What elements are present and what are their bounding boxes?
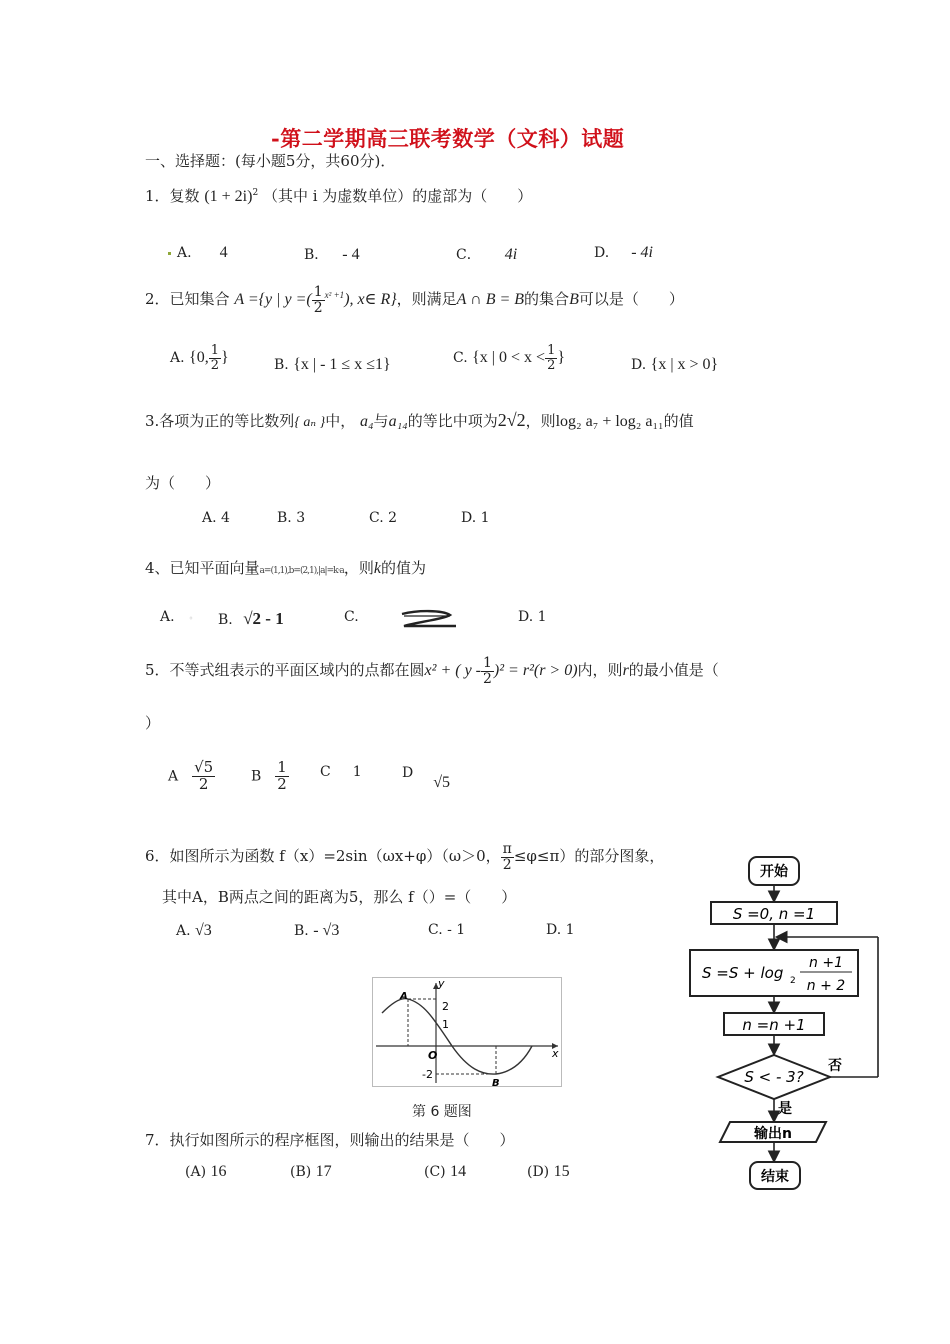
page-title: -第二学期高三联考数学（文科）试题 [271,126,625,151]
svg-text:O: O [428,1049,438,1062]
svg-text:结束: 结束 [761,1169,789,1185]
q6-option-a: A. √3 [176,922,212,939]
svg-text:S < - 3?: S < - 3? [744,1068,804,1086]
q6-option-b: B. - √3 [294,922,340,939]
question-7: 7．执行如图所示的程序框图，则输出的结果是（ ） [145,1131,515,1149]
svg-text:2: 2 [790,976,796,986]
q6-option-d: D. 1 [546,922,575,938]
question-2: 2．已知集合 A ={y | y =( $\frac{1}{2}$ $^{x^2 +1}$), x∈ R}，则满足A ∩ B = B的集合B可以是（ ） [145,284,684,316]
q4-option-b: B. √2 - 1 [218,609,284,628]
svg-text:A: A [400,991,408,1002]
q4-option-a: A. ◦ [160,609,194,625]
q2-option-a: A. {0, $\frac{1}{2}$ } [170,343,229,373]
q2-set-a: A ={y | y =( [234,291,312,309]
q3-option-d: D. 1 [461,510,490,526]
q3-option-b: B. 3 [277,510,306,526]
svg-text:y: y [438,977,445,990]
q4-option-c-scribble [398,608,460,630]
question-4: 4、已知平面向量a=(1,1),b=(2,1),|a|=k·a，则k的值为 [145,559,426,577]
q1-suffix: （其中 i 为虚数单位）的虚部为（ ） [262,187,533,205]
svg-text:n =n +1: n =n +1 [742,1016,806,1034]
svg-text:S =0, n =1: S =0, n =1 [732,905,816,923]
q2-option-b: B. {x | - 1 ≤ x ≤1} [274,356,391,373]
q1-option-b: B． - 4 [304,246,360,263]
q4-option-d: D. 1 [518,609,547,625]
question-1 [145,185,532,206]
svg-text:S =S + log: S =S + log [702,964,784,982]
question-6: 6．如图所示为函数 f（x）=2sin（ωx+φ）（ω＞0， $\frac{\pi}{2}$ ≤φ≤π）的部分图象， [145,841,665,873]
q1-option-c: C． 4i [456,246,518,263]
q1-option-a: A. 4 [168,244,228,262]
q1-prefix: 1．复数 [145,187,200,205]
svg-text:是: 是 [778,1101,792,1117]
svg-text:n + 2: n + 2 [806,978,846,994]
svg-text:-2: -2 [422,1068,433,1081]
q7-option-d: (D) 15 [527,1163,570,1180]
q5-option-a: A $\frac{√5}{2}$ [168,758,214,793]
q7-option-b: (B) 17 [290,1163,332,1180]
section-heading: 一、选择题：(每小题5分，共60分)． [145,152,396,170]
q5-line-2: ） [145,714,161,732]
q7-option-a: (A) 16 [185,1163,227,1180]
svg-text:n +1: n +1 [809,955,843,971]
q4-option-c: C. [344,609,359,625]
q1-option-d: D. - 4i [594,244,653,261]
q2-option-c: C. {x | 0 < x < $\frac{1}{2}$ } [453,343,566,373]
q7-option-c: (C) 14 [424,1163,467,1180]
svg-text:否: 否 [828,1058,842,1074]
q3-option-c: C. 2 [369,510,398,526]
q4-garbled-vector: a=(1,1),b=(2,1),|a|=k·a [259,566,344,576]
flowchart [686,850,886,1200]
svg-text:开始: 开始 [760,864,788,880]
svg-text:x: x [552,1047,559,1060]
q6-figure-caption: 第 6 题图 [412,1104,472,1120]
svg-text:2: 2 [442,1000,449,1013]
svg-text:B: B [492,1078,500,1087]
q6-option-c: C. - 1 [428,922,466,938]
q2-option-d: D. {x | x > 0} [631,356,719,373]
q6-sine-graph [372,977,562,1087]
green-dot-icon [168,252,171,255]
question-3: 3.各项为正的等比数列{ aₙ }中， a₄与a₁₄的等比中项为2√2，则log₂ a₇ + log₂ a₁₁的值 [145,410,694,430]
svg-text:输出n: 输出n [754,1126,792,1142]
q3-option-a: A. 4 [202,510,230,526]
q6-line-2: 其中A，B两点之间的距离为5，那么 f（）=（ ） [162,888,517,906]
q5-option-c: C 1 [320,764,362,780]
q5-option-b: B $\frac{1}{2}$ [251,758,287,793]
q1-expr: (1 + 2i) [204,188,253,205]
q5-option-d: D√5 [402,765,451,791]
svg-text:1: 1 [442,1018,449,1031]
q1-exp: 2 [252,188,259,198]
q3-line-2: 为（ ） [145,474,221,492]
question-5: 5．不等式组表示的平面区域内的点都在圆x² + ( y - $\frac{1}{2}$ )² = r²(r > 0)内，则r的最小值是（ [145,655,719,687]
